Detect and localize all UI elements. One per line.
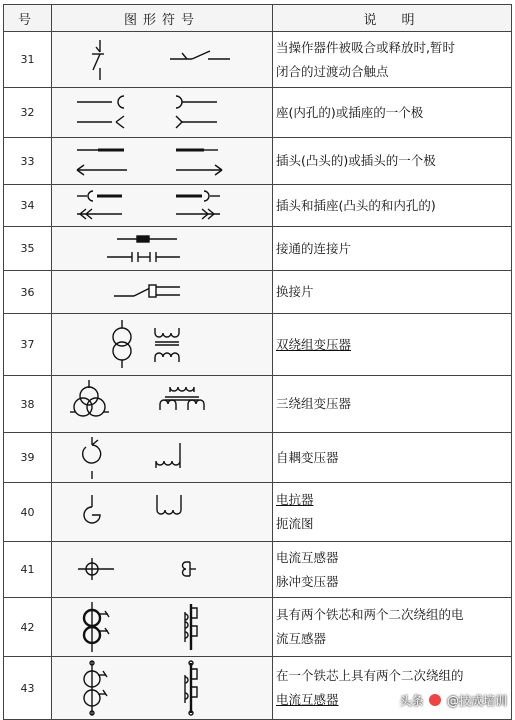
watermark-logo-icon	[429, 694, 441, 706]
table-row	[4, 376, 512, 433]
row-description: 当操作器件被吸合或释放时,暂时 闭合的过渡动合触点	[273, 32, 512, 88]
symbol-cell	[52, 433, 273, 483]
table-row	[4, 138, 512, 185]
table-row	[4, 657, 512, 720]
row-number: 42	[4, 598, 52, 657]
symbol-cell	[52, 88, 273, 138]
two-core-current-transformer-symbol	[52, 598, 273, 656]
plug-and-socket-symbol	[52, 185, 273, 226]
symbol-cell	[52, 542, 273, 598]
row-description: 换接片	[273, 271, 512, 314]
row-number: 32	[4, 88, 52, 138]
symbol-cell	[52, 32, 273, 88]
symbol-cell	[52, 138, 273, 185]
row-number: 33	[4, 138, 52, 185]
row-number: 40	[4, 483, 52, 542]
table-row	[4, 433, 512, 483]
header-figure: 图形符号	[52, 5, 273, 32]
row-number: 43	[4, 657, 52, 720]
row-number: 38	[4, 376, 52, 433]
socket-pole-symbol	[52, 88, 273, 137]
table-row	[4, 598, 512, 657]
row-description: 电抗器 扼流图	[273, 483, 512, 542]
table-header-row	[4, 5, 512, 32]
table-row	[4, 542, 512, 598]
row-description: 具有两个铁芯和两个二次绕组的电 流互感器	[273, 598, 512, 657]
row-description: 插头和插座(凸头的和内孔的)	[273, 185, 512, 227]
table-row	[4, 314, 512, 376]
single-core-two-winding-current-transformer-symbol	[52, 657, 273, 719]
table-row	[4, 32, 512, 88]
row-description: 电流互感器 脉冲变压器	[273, 542, 512, 598]
symbol-cell	[52, 483, 273, 542]
table-row	[4, 185, 512, 227]
autotransformer-symbol	[52, 433, 273, 482]
table-row	[4, 271, 512, 314]
row-description: 自耦变压器	[273, 433, 512, 483]
symbol-cell	[52, 314, 273, 376]
row-description: 三绕组变压器	[273, 376, 512, 433]
row-number: 35	[4, 227, 52, 271]
row-number: 34	[4, 185, 52, 227]
row-number: 37	[4, 314, 52, 376]
symbol-cell	[52, 598, 273, 657]
transitional-make-contact-symbol	[52, 32, 273, 87]
row-number: 41	[4, 542, 52, 598]
symbol-cell	[52, 227, 273, 271]
symbol-cell	[52, 376, 273, 433]
row-description: 接通的连接片	[273, 227, 512, 271]
plug-pole-symbol	[52, 138, 273, 184]
header-number: 号	[4, 5, 52, 32]
table-row	[4, 88, 512, 138]
watermark	[399, 692, 507, 709]
row-description: 插头(凸头的)或插头的一个极	[273, 138, 512, 185]
table-row	[4, 483, 512, 542]
row-description: 座(内孔的)或插座的一个极	[273, 88, 512, 138]
current-transformer-symbol	[52, 542, 273, 597]
watermark-name: @技成培训	[446, 694, 507, 708]
row-number: 36	[4, 271, 52, 314]
row-number: 31	[4, 32, 52, 88]
table-row	[4, 227, 512, 271]
reactor-symbol	[52, 483, 273, 541]
symbol-cell	[52, 657, 273, 720]
changeover-link-symbol	[52, 271, 273, 313]
two-winding-transformer-symbol	[52, 314, 273, 375]
symbol-cell	[52, 185, 273, 227]
watermark-prefix: 头条	[399, 694, 424, 708]
three-winding-transformer-symbol	[52, 376, 273, 432]
row-description: 双绕组变压器	[273, 314, 512, 376]
row-number: 39	[4, 433, 52, 483]
connecting-link-symbol	[52, 227, 273, 270]
row-description: 在一个铁芯上具有两个二次绕组的 电流互感器	[273, 657, 512, 720]
header-description: 说 明	[273, 5, 512, 32]
symbol-table	[3, 4, 512, 720]
symbol-cell	[52, 271, 273, 314]
